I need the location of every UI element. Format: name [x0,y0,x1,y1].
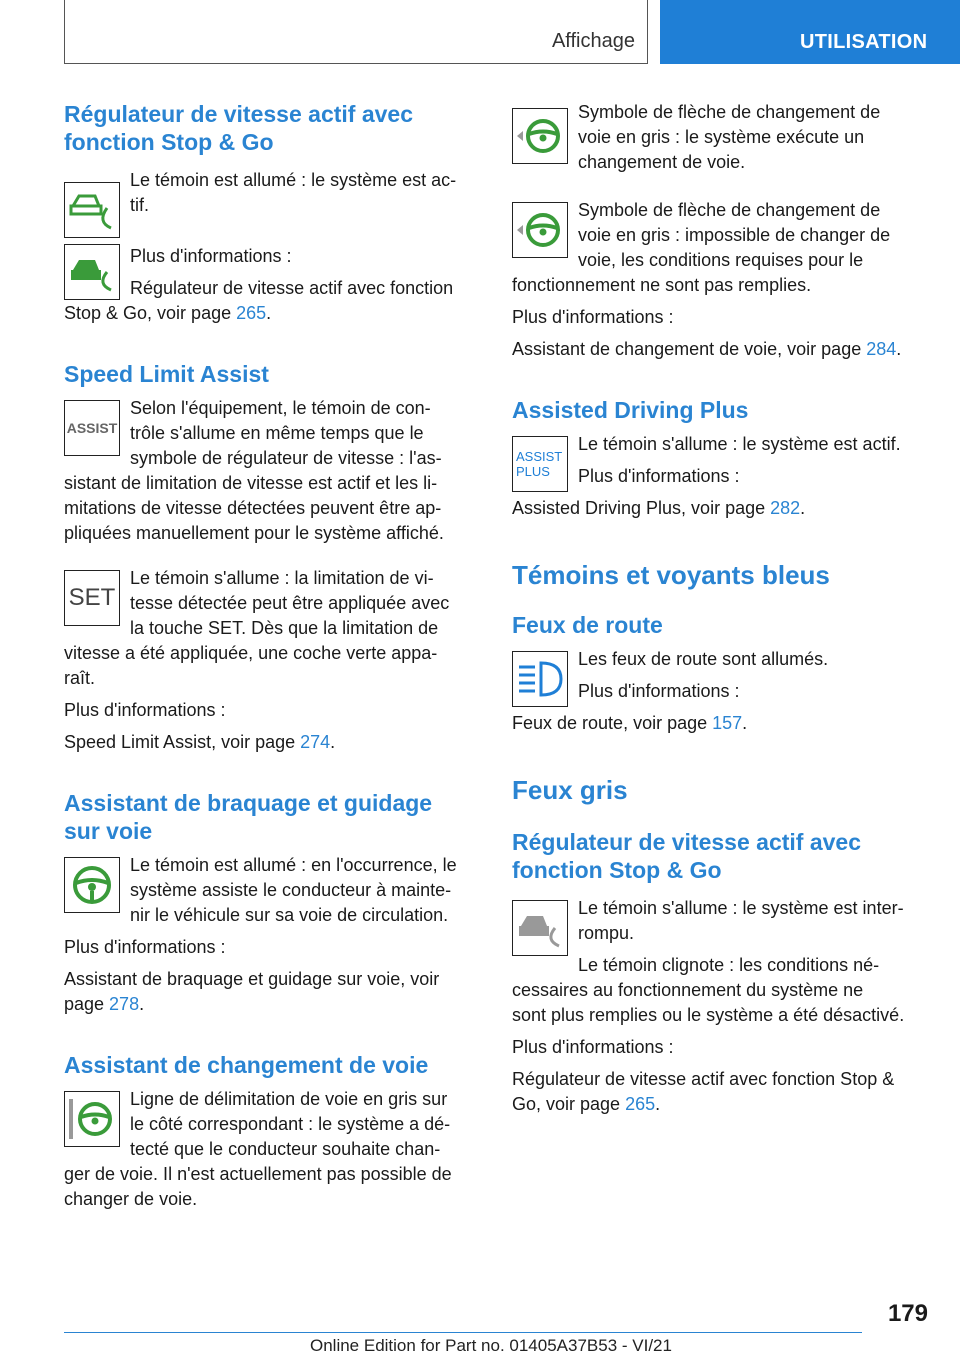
acc-ref-2: Stop & Go, voir page 265. [64,303,272,323]
sla-text-5: mitations de vitesse détectées peuvent être ap- [64,498,442,518]
acc-page-link[interactable]: 265 [236,303,267,323]
lane-arrow-ref: Assistant de changement de voie, voir page 284. [512,339,902,359]
heading-lane-change: Assistant de changement de voie [64,1052,429,1078]
lane-arrow-1-text-1: Symbole de flèche de changement de [578,102,881,122]
adp-ref: Assisted Driving Plus, voir page 282. [512,498,806,518]
sla-page-link[interactable]: 274 [300,732,331,752]
sla-text-1: Selon l'équipement, le témoin de con- [130,398,431,418]
acc-gray-ref-2: Go, voir page 265. [512,1094,661,1114]
sla-set-2: tesse détectée peut être appliquée avec [130,593,450,613]
high-beam-more: Plus d'informations : [578,681,740,701]
lca-text-1: Ligne de délimitation de voie en gris sur [130,1089,448,1109]
lka-text-3: nir le véhicule sur sa voie de circulation. [130,905,449,925]
sla-set-3: la touche SET. Dès que la limitation de [130,618,439,638]
acc-more: Plus d'informations : [130,246,292,266]
left-column [64,100,478,1212]
lka-ref-1: Assistant de braquage et guidage sur voie, voir [64,969,440,989]
heading-high-beam: Feux de route [512,612,663,638]
sla-text-2: trôle s'allume en même temps que le [130,423,424,443]
acc-text-2: tif. [130,195,150,215]
lca-text-2: le côté correspondant : le système a dé- [130,1114,451,1134]
acc-gray-text-1: Le témoin s'allume : le système est inter- [578,898,904,918]
lane-arrow-1-text-2: voie en gris : le système exécute un [578,127,865,147]
header-chapter: UTILISATION [800,31,928,53]
acc-ref-1: Régulateur de vitesse actif avec fonction [130,278,454,298]
sla-text-6: pliquées manuellement pour le système affiché. [64,523,444,543]
heading-acc-gray: Régulateur de vitesse actif avec fonction Stop & Go [512,829,861,883]
header-chapter-tab [660,0,960,64]
acc-gray-page-link[interactable]: 265 [625,1094,656,1114]
sla-text-4: sistant de limitation de vitesse est actif et les li- [64,473,438,493]
acc-gray-icon [512,900,568,956]
heading-gray-indicators: Feux gris [512,775,628,805]
footer-rule [64,1332,862,1333]
steering-wheel-lane-icon [64,1091,120,1147]
lane-change-page-link[interactable]: 284 [866,339,897,359]
sla-set-5: raît. [64,668,96,688]
page-number: 179 [887,1300,928,1327]
heading-speed-limit-assist: Speed Limit Assist [64,361,269,387]
lca-text-3: tecté que le conducteur souhaite chan- [130,1139,441,1159]
adp-more: Plus d'informations : [578,466,740,486]
lane-arrow-2-text-1: Symbole de flèche de changement de [578,200,881,220]
adp-text: Le témoin s'allume : le système est actif. [578,434,901,454]
sla-text-3: symbole de régulateur de vitesse : l'as- [130,448,442,468]
lka-text-1: Le témoin est allumé : en l'occurrence, le [130,855,457,875]
header-section: Affichage [551,30,635,52]
lane-arrow-2-text-4: fonctionnement ne sont pas remplies. [512,275,812,295]
header-section-box [64,0,648,64]
acc-gray-blink-1: Le témoin clignote : les conditions né- [578,955,880,975]
high-beam-text: Les feux de route sont allumés. [578,649,829,669]
set-icon: SET [64,570,120,626]
high-beam-icon [512,651,568,707]
acc-green-icon [64,182,120,238]
lane-arrow-icon-1 [512,108,568,164]
lane-arrow-1-text-3: changement de voie. [578,152,746,172]
lane-arrow-2-text-3: voie, les conditions requises pour le [578,250,864,270]
lane-arrow-2-text-2: voie en gris : impossible de changer de [578,225,891,245]
footer-edition: Online Edition for Part no. 01405A37B53 - VI/21 [310,1336,672,1355]
acc-gray-more: Plus d'informations : [512,1037,674,1057]
lca-text-5: changer de voie. [64,1189,198,1209]
acc-gray-ref-1: Régulateur de vitesse actif avec fonction Stop & [512,1069,895,1089]
sla-set-4: vitesse a été appliquée, une coche verte appa- [64,643,438,663]
heading-blue-indicators: Témoins et voyants bleus [512,560,830,590]
lka-ref-2: page 278. [64,994,145,1014]
lane-arrow-icon-2 [512,202,568,258]
high-beam-ref: Feux de route, voir page 157. [512,713,748,733]
lca-text-4: ger de voie. Il n'est actuellement pas possible de [64,1164,452,1184]
sla-more: Plus d'informations : [64,700,226,720]
heading-steering-assist: Assistant de braquage et guidage sur voie [64,790,433,844]
acc-gray-blink-3: sont plus remplies ou le système a été désactivé. [512,1005,905,1025]
adp-page-link[interactable]: 282 [770,498,801,518]
lane-arrow-more: Plus d'informations : [512,307,674,327]
right-column [512,100,928,1117]
heading-assisted-driving-plus: Assisted Driving Plus [512,397,749,423]
assist-plus-icon: ASSIST PLUS [512,436,568,492]
sla-ref: Speed Limit Assist, voir page 274. [64,732,336,752]
acc-car-icon [64,244,120,300]
lka-page-link[interactable]: 278 [109,994,140,1014]
sla-set-1: Le témoin s'allume : la limitation de vi- [130,568,434,588]
lka-more: Plus d'informations : [64,937,226,957]
acc-text-1: Le témoin est allumé : le système est ac- [130,170,457,190]
high-beam-page-link[interactable]: 157 [712,713,743,733]
steering-wheel-green-icon [64,857,120,913]
acc-gray-text-2: rompu. [578,923,635,943]
lka-text-2: système assiste le conducteur à mainte- [130,880,452,900]
heading-acc: Régulateur de vitesse actif avec fonction Stop & Go [64,101,413,155]
assist-icon: ASSIST [64,400,120,456]
acc-gray-blink-2: cessaires au fonctionnement du système ne [512,980,864,1000]
